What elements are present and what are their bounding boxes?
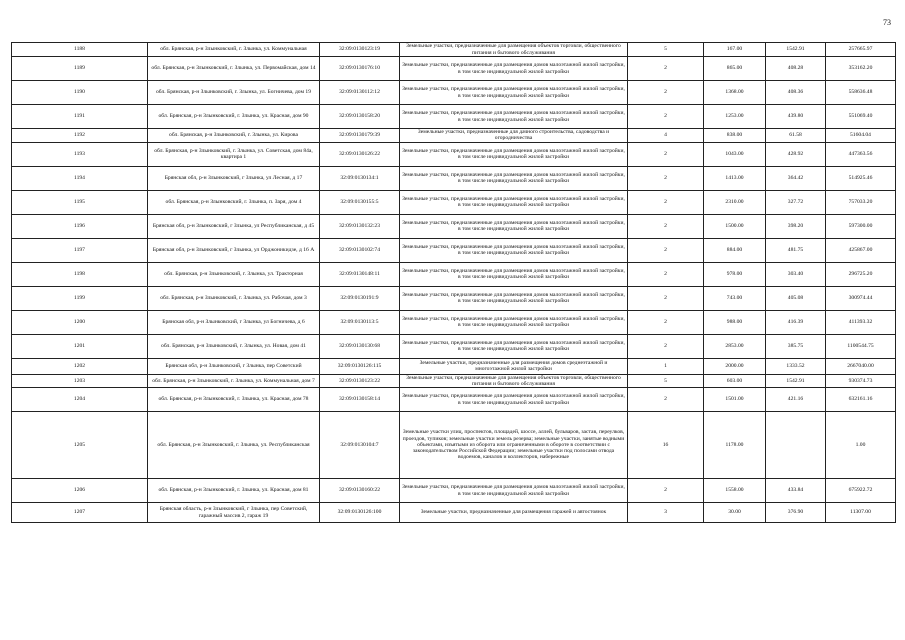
row-area: 1413.00: [704, 166, 766, 190]
row-group-code: 2: [628, 142, 704, 166]
row-address: Брянская обл, р-н Злынковский, г Злынка, ул Богничева, д 6: [148, 310, 320, 334]
row-number: 1199: [12, 286, 148, 310]
table-row: [12, 57, 896, 81]
row-cadastral-number: 32:09:0130123:19: [320, 43, 400, 57]
row-number: 1198: [12, 262, 148, 286]
row-area: 884.00: [704, 238, 766, 262]
row-cadastral-number: 32:09:0130160:22: [320, 479, 400, 503]
row-area: 1253.00: [704, 105, 766, 129]
row-land-use-type: Земельные участки, предназначенные для размещения домов малоэтажной жилой застройки, в том числе индивидуальной жилой застройки: [400, 81, 628, 105]
row-land-use-type: Земельные участки, предназначенные для размещения гаражей и автостоянок: [400, 503, 628, 523]
row-cadastral-number: 32:09:0130102:74: [320, 238, 400, 262]
row-specific-value: 1333.52: [766, 358, 826, 374]
row-land-use-type: Земельные участки, предназначенные для размещения домов малоэтажной жилой застройки, в том числе индивидуальной жилой застройки: [400, 214, 628, 238]
row-cadastral-value: 558636.48: [826, 81, 896, 105]
row-group-code: 3: [628, 503, 704, 523]
row-cadastral-number: 32:09:0130155:5: [320, 190, 400, 214]
row-group-code: 2: [628, 310, 704, 334]
table-row: [12, 262, 896, 286]
row-cadastral-number: 32:09:0130148:11: [320, 262, 400, 286]
row-number: 1195: [12, 190, 148, 214]
row-address: обл. Брянская, р-н Злынковский, г. Злынка, ул. Красная, дом 90: [148, 105, 320, 129]
row-cadastral-value: 597300.00: [826, 214, 896, 238]
row-number: 1194: [12, 166, 148, 190]
table-row: [12, 503, 896, 523]
row-specific-value: 303.40: [766, 262, 826, 286]
row-address: обл. Брянская, р-н Злынковский, г. Злынка, ул. Красная, дом 78: [148, 388, 320, 412]
row-cadastral-value: 1100544.75: [826, 334, 896, 358]
row-area: 603.00: [704, 374, 766, 388]
row-address: Брянская обл, р-н Злынковский, г Злынка, ул Лесная, д 17: [148, 166, 320, 190]
row-number: 1191: [12, 105, 148, 129]
row-area: 1501.00: [704, 388, 766, 412]
row-cadastral-number: 32:09:0130126:100: [320, 503, 400, 523]
row-address: обл. Брянская, р-н Злынковский, г. Злынка, ул. Советская, дом 84а, квартира 1: [148, 142, 320, 166]
row-land-use-type: Земельные участки, предназначенные для дачного строительства, садоводства и огородничества: [400, 129, 628, 143]
row-address: обл. Брянская, р-н Злынковский, г. Злынка, ул. Кирова: [148, 129, 320, 143]
page-number: 73: [883, 18, 891, 27]
row-cadastral-number: 32:09:0130130:68: [320, 334, 400, 358]
row-cadastral-value: 296725.20: [826, 262, 896, 286]
row-cadastral-number: 32:09:0130134:1: [320, 166, 400, 190]
table-row: [12, 166, 896, 190]
row-land-use-type: Земельные участки, предназначенные для размещения домов малоэтажной жилой застройки, в том числе индивидуальной жилой застройки: [400, 57, 628, 81]
row-number: 1192: [12, 129, 148, 143]
table-row: [12, 214, 896, 238]
row-group-code: 2: [628, 57, 704, 81]
row-address: обл. Брянская, р-н Злынковский, г. Злынка, ул. Коммунальная, дом 7: [148, 374, 320, 388]
row-address: Брянская обл, р-н Злынковский, г Злынка, ул Республиканская, д 45: [148, 214, 320, 238]
row-number: 1203: [12, 374, 148, 388]
row-address: Брянская обл, р-н Злынковский, г Злынка, ул Орджоникидзе, д 16 А: [148, 238, 320, 262]
table-row: [12, 190, 896, 214]
row-cadastral-number: 32:09:0130104:7: [320, 412, 400, 479]
row-specific-value: 385.75: [766, 334, 826, 358]
row-specific-value: 408.36: [766, 81, 826, 105]
row-specific-value: 439.80: [766, 105, 826, 129]
row-address: Брянская обл, р-н Злынковский, г Злынка, пер Советский: [148, 358, 320, 374]
row-land-use-type: Земельные участки, предназначенные для размещения объектов торговли, общественного питания и бытового обслуживания: [400, 374, 628, 388]
row-land-use-type: Земельные участки, предназначенные для размещения домов малоэтажной жилой застройки, в том числе индивидуальной жилой застройки: [400, 190, 628, 214]
row-specific-value: 421.16: [766, 388, 826, 412]
table-row: [12, 129, 896, 143]
row-address: Брянская область, р-н Злынковский, г Злынка, пер Советский, гаражный массив 2, гараж 19: [148, 503, 320, 523]
row-area: 1178.00: [704, 412, 766, 479]
table-row: [12, 310, 896, 334]
row-group-code: 2: [628, 81, 704, 105]
row-specific-value: 416.39: [766, 310, 826, 334]
row-address: обл. Брянская, р-н Злынковский, г. Злынка, п. Заря, дом 4: [148, 190, 320, 214]
row-area: 838.00: [704, 129, 766, 143]
row-specific-value: 376.90: [766, 503, 826, 523]
row-address: обл. Брянская, р-н Злынковский, г. Злынка, ул. Тракторная: [148, 262, 320, 286]
row-area: 1500.00: [704, 214, 766, 238]
cadastral-value-table: [11, 42, 896, 523]
row-specific-value: 398.20: [766, 214, 826, 238]
row-number: 1190: [12, 81, 148, 105]
row-address: обл. Брянская, р-н Злынковский, г. Злынка, ул. Республиканская: [148, 412, 320, 479]
row-land-use-type: Земельные участки, предназначенные для размещения домов малоэтажной жилой застройки, в том числе индивидуальной жилой застройки: [400, 479, 628, 503]
row-cadastral-number: 32:09:0130126:22: [320, 142, 400, 166]
row-land-use-type: Земельные участки, предназначенные для размещения домов малоэтажной жилой застройки, в том числе индивидуальной жилой застройки: [400, 142, 628, 166]
row-land-use-type: Земельные участки, предназначенные для размещения домов малоэтажной жилой застройки, в том числе индивидуальной жилой застройки: [400, 310, 628, 334]
row-land-use-type: Земельные участки, предназначенные для размещения домов малоэтажной жилой застройки, в том числе индивидуальной жилой застройки: [400, 334, 628, 358]
row-cadastral-number: 32:09:0130113:5: [320, 310, 400, 334]
row-number: 1193: [12, 142, 148, 166]
row-specific-value: 364.42: [766, 166, 826, 190]
row-cadastral-value: 632161.16: [826, 388, 896, 412]
row-group-code: 2: [628, 286, 704, 310]
row-cadastral-value: 257665.97: [826, 43, 896, 57]
table-row: [12, 412, 896, 479]
row-group-code: 2: [628, 166, 704, 190]
row-cadastral-number: 32:09:0130158:14: [320, 388, 400, 412]
row-cadastral-value: 51604.04: [826, 129, 896, 143]
row-group-code: 2: [628, 238, 704, 262]
table-row: [12, 43, 896, 57]
row-group-code: 2: [628, 105, 704, 129]
row-address: обл. Брянская, р-н Злынковский, г. Злынка, ул. Красная, дом 81: [148, 479, 320, 503]
row-number: 1206: [12, 479, 148, 503]
table-row: [12, 388, 896, 412]
table-row: [12, 81, 896, 105]
row-specific-value: 428.92: [766, 142, 826, 166]
row-specific-value: 433.84: [766, 479, 826, 503]
row-cadastral-value: 411393.32: [826, 310, 896, 334]
row-specific-value: 61.58: [766, 129, 826, 143]
row-cadastral-number: 32:09:0130112:12: [320, 81, 400, 105]
row-land-use-type: Земельные участки улиц, проспектов, площадей, шоссе, аллей, бульваров, застав, переулков, проездов, тупиков; земельные участки земель резерва; земельные участки, занятые водными объектами, изъятыми из оборота или ограниченными в обороте в соответствии с законодательством Российской Федерации; земельные участки под полосами отвода водоемов, каналов и коллекторов, набережные: [400, 412, 628, 479]
row-area: 865.00: [704, 57, 766, 81]
table-row: [12, 238, 896, 262]
row-number: 1200: [12, 310, 148, 334]
row-cadastral-value: 514925.46: [826, 166, 896, 190]
row-cadastral-number: 32:09:0130126:115: [320, 358, 400, 374]
row-address: обл. Брянская, р-н Злынковский, г. Злынка, ул. Богничева, дом 19: [148, 81, 320, 105]
row-cadastral-value: 2667040.00: [826, 358, 896, 374]
row-specific-value: 1542.91: [766, 374, 826, 388]
row-cadastral-value: 757033.20: [826, 190, 896, 214]
row-cadastral-number: 32:09:0130132:23: [320, 214, 400, 238]
row-specific-value: 408.28: [766, 57, 826, 81]
row-land-use-type: Земельные участки, предназначенные для размещения объектов торговли, общественного питания и бытового обслуживания: [400, 43, 628, 57]
row-group-code: 2: [628, 214, 704, 238]
row-area: 1368.00: [704, 81, 766, 105]
row-land-use-type: Земельные участки, предназначенные для размещения домов среднеэтажной и многоэтажной жилой застройки: [400, 358, 628, 374]
row-area: 1558.00: [704, 479, 766, 503]
row-cadastral-value: 11307.00: [826, 503, 896, 523]
row-cadastral-value: 300974.44: [826, 286, 896, 310]
row-specific-value: [766, 412, 826, 479]
row-number: 1205: [12, 412, 148, 479]
table-row: [12, 334, 896, 358]
row-area: 988.00: [704, 310, 766, 334]
row-number: 1201: [12, 334, 148, 358]
row-group-code: 2: [628, 262, 704, 286]
row-area: 2310.00: [704, 190, 766, 214]
row-group-code: 2: [628, 388, 704, 412]
row-area: 30.00: [704, 503, 766, 523]
row-area: 2853.00: [704, 334, 766, 358]
table-row: [12, 358, 896, 374]
row-cadastral-value: 930374.73: [826, 374, 896, 388]
table-row: [12, 105, 896, 129]
row-cadastral-value: 675922.72: [826, 479, 896, 503]
row-number: 1189: [12, 57, 148, 81]
row-group-code: 16: [628, 412, 704, 479]
row-land-use-type: Земельные участки, предназначенные для размещения домов малоэтажной жилой застройки, в том числе индивидуальной жилой застройки: [400, 238, 628, 262]
row-number: 1188: [12, 43, 148, 57]
row-cadastral-number: 32:09:0130176:10: [320, 57, 400, 81]
row-cadastral-number: 32:09:0130179:39: [320, 129, 400, 143]
table-body: [12, 43, 896, 523]
row-address: обл. Брянская, р-н Злынковский, г. Злынка, ул. Рабочая, дом 3: [148, 286, 320, 310]
row-specific-value: 405.08: [766, 286, 826, 310]
table-row: [12, 479, 896, 503]
row-address: обл. Брянская, р-н Злынковский, г. Злынка, ул. Коммунальная: [148, 43, 320, 57]
row-specific-value: 327.72: [766, 190, 826, 214]
row-group-code: 2: [628, 334, 704, 358]
row-group-code: 4: [628, 129, 704, 143]
row-number: 1204: [12, 388, 148, 412]
row-cadastral-value: 353162.20: [826, 57, 896, 81]
row-area: 743.00: [704, 286, 766, 310]
table-row: [12, 142, 896, 166]
row-land-use-type: Земельные участки, предназначенные для размещения домов малоэтажной жилой застройки, в том числе индивидуальной жилой застройки: [400, 286, 628, 310]
row-cadastral-value: 447363.56: [826, 142, 896, 166]
row-land-use-type: Земельные участки, предназначенные для размещения домов малоэтажной жилой застройки, в том числе индивидуальной жилой застройки: [400, 105, 628, 129]
row-land-use-type: Земельные участки, предназначенные для размещения домов малоэтажной жилой застройки, в том числе индивидуальной жилой застройки: [400, 166, 628, 190]
row-number: 1207: [12, 503, 148, 523]
table-row: [12, 286, 896, 310]
row-cadastral-value: 551069.40: [826, 105, 896, 129]
row-land-use-type: Земельные участки, предназначенные для размещения домов малоэтажной жилой застройки, в том числе индивидуальной жилой застройки: [400, 262, 628, 286]
row-specific-value: 481.75: [766, 238, 826, 262]
row-land-use-type: Земельные участки, предназначенные для размещения домов малоэтажной жилой застройки, в том числе индивидуальной жилой застройки: [400, 388, 628, 412]
row-group-code: 5: [628, 374, 704, 388]
row-cadastral-value: 425867.00: [826, 238, 896, 262]
row-cadastral-value: 1.00: [826, 412, 896, 479]
row-address: обл. Брянская, р-н Злынковский, г. Злынка, ул. Первомайская, дом 14: [148, 57, 320, 81]
row-group-code: 5: [628, 43, 704, 57]
row-cadastral-number: 32:09:0130158:20: [320, 105, 400, 129]
row-group-code: 1: [628, 358, 704, 374]
row-group-code: 2: [628, 190, 704, 214]
row-area: 978.00: [704, 262, 766, 286]
row-area: 2000.00: [704, 358, 766, 374]
row-number: 1197: [12, 238, 148, 262]
row-cadastral-number: 32:09:0130123:22: [320, 374, 400, 388]
row-number: 1196: [12, 214, 148, 238]
row-specific-value: 1542.91: [766, 43, 826, 57]
row-address: обл. Брянская, р-н Злынковский, г. Злынка, ул. Новая, дом 41: [148, 334, 320, 358]
row-group-code: 2: [628, 479, 704, 503]
table-row: [12, 374, 896, 388]
row-area: 1043.00: [704, 142, 766, 166]
row-cadastral-number: 32:09:0130191:9: [320, 286, 400, 310]
row-area: 167.00: [704, 43, 766, 57]
row-number: 1202: [12, 358, 148, 374]
